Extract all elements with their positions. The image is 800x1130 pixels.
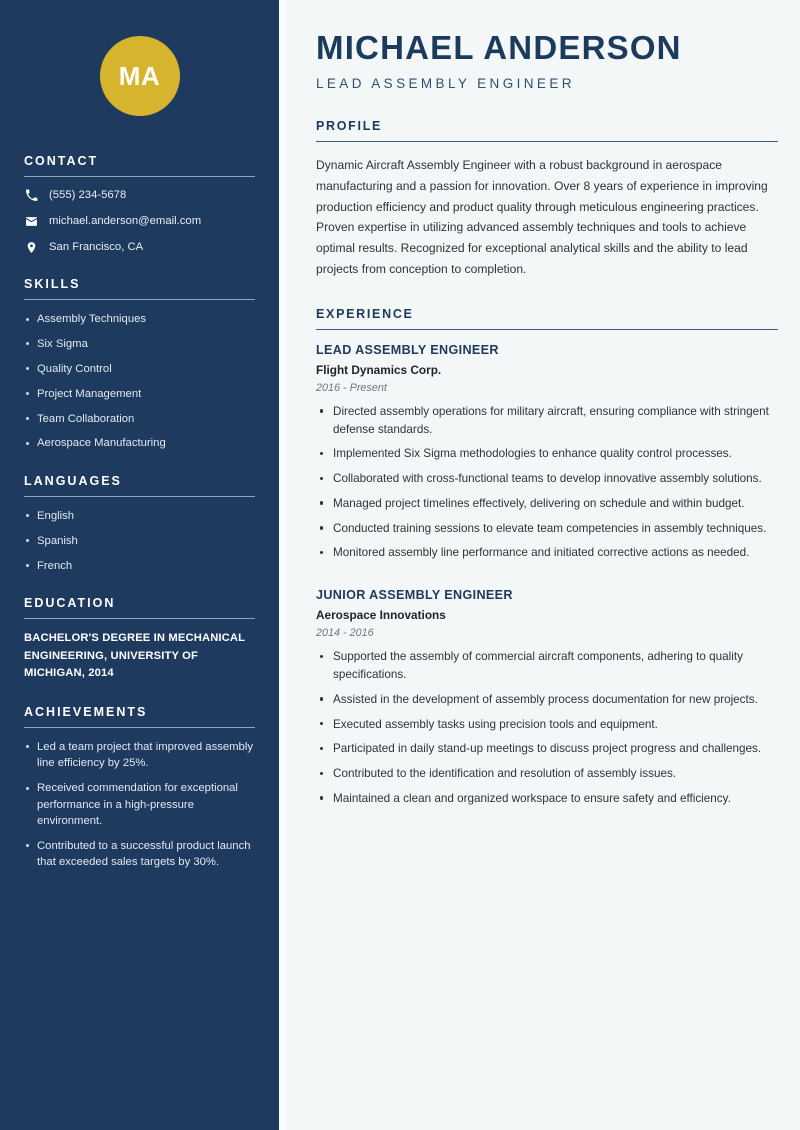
main-content [286,0,800,1130]
languages-heading: LANGUAGES [24,473,122,488]
list-item: Implemented Six Sigma methodologies to enhance quality control processes. [316,445,778,463]
languages-divider [24,496,255,497]
list-item: Aerospace Manufacturing [24,435,255,451]
experience-company: Flight Dynamics Corp. [316,362,442,377]
list-item: Contributed to a successful product launch that exceeded sales targets by 30%. [24,838,255,871]
list-item: Project Management [24,386,255,402]
achievements-heading: ACHIEVEMENTS [24,704,148,719]
list-item: Six Sigma [24,336,255,352]
experience-divider [316,329,778,330]
contact-heading: CONTACT [24,154,99,168]
experience-job-title: JUNIOR ASSEMBLY ENGINEER [316,588,513,603]
list-item: Executed assembly tasks using precision tools and equipment. [316,716,778,734]
sidebar-section-languages [24,474,255,574]
experience-bullets [316,648,778,807]
sidebar-section-contact [24,154,255,255]
list-item: Conducted training sessions to elevate team competencies in assembly techniques. [316,520,778,538]
list-item: Monitored assembly line performance and initiated corrective actions as needed. [316,544,778,562]
list-item: Contributed to the identification and resolution of assembly issues. [316,765,778,783]
list-item: Managed project timelines effectively, delivering on schedule and within budget. [316,495,778,513]
list-item: Led a team project that improved assembly line efficiency by 25%. [24,739,255,772]
profile-heading: PROFILE [316,118,383,133]
sidebar [0,0,279,1130]
page-title: MICHAEL ANDERSON [316,29,682,66]
skills-list [24,311,255,452]
section-experience [316,307,778,808]
avatar-container [24,0,255,154]
section-profile [316,119,778,280]
list-item: English [24,508,255,524]
experience-job-title: LEAD ASSEMBLY ENGINEER [316,342,499,357]
list-item: Directed assembly operations for military aircraft, ensuring compliance with stringent defense standards. [316,403,778,439]
list-item: Maintained a clean and organized workspace to ensure safety and efficiency. [316,790,778,808]
experience-dates: 2014 - 2016 [316,627,374,640]
experience-dates: 2016 - Present [316,381,387,394]
list-item: Collaborated with cross-functional teams to develop innovative assembly solutions. [316,470,778,488]
list-item: Supported the assembly of commercial aircraft components, adhering to quality specifications. [316,648,778,684]
list-item: Quality Control [24,361,255,377]
sidebar-section-achievements [24,705,255,871]
contact-location-value: San Francisco, CA [49,241,144,254]
list-item: Spanish [24,533,255,549]
contact-email-value: michael.anderson@email.com [49,215,202,228]
education-entry: BACHELOR'S DEGREE IN MECHANICAL ENGINEERING, UNIVERSITY OF MICHIGAN, 2014 [24,631,245,680]
contact-phone-value: (555) 234-5678 [49,189,127,202]
profile-text: Dynamic Aircraft Assembly Engineer with a robust background in aerospace manufacturing and a passion for innovation. Over 8 years of experience in improving production efficiency and product quality through meticulous engineering practices. Proven expertise in utilizing advanced assembly techniques and tools to achieve optimal results. Recognized for exceptional analytical skills and the ability to lead projects from conception to completion. [316,157,768,276]
languages-list [24,508,255,574]
sidebar-section-education [24,596,255,683]
experience-heading: EXPERIENCE [316,306,414,321]
experience-entry [316,588,778,807]
achievements-divider [24,727,255,728]
avatar: MA [100,36,180,116]
envelope-icon [24,214,39,229]
contact-item-location[interactable] [24,240,255,255]
experience-company: Aerospace Innovations [316,608,446,623]
contact-item-phone[interactable] [24,188,255,203]
list-item: Team Collaboration [24,411,255,427]
location-pin-icon [24,240,39,255]
phone-icon [24,188,39,203]
education-heading: EDUCATION [24,595,116,610]
experience-entry [316,343,778,562]
sidebar-section-skills [24,277,255,452]
profile-divider [316,141,778,142]
education-divider [24,618,255,619]
column-gap [279,0,286,1130]
experience-bullets [316,403,778,562]
job-subtitle: LEAD ASSEMBLY ENGINEER [316,75,575,91]
contact-item-email[interactable] [24,214,255,229]
list-item: Assembly Techniques [24,311,255,327]
list-item: Assisted in the development of assembly process documentation for new projects. [316,691,778,709]
list-item: French [24,558,255,574]
skills-divider [24,299,255,300]
experience-spacer [316,579,778,588]
achievements-list [24,739,255,871]
skills-heading: SKILLS [24,277,81,291]
contact-divider [24,176,255,177]
list-item: Participated in daily stand-up meetings to discuss project progress and challenges. [316,740,778,758]
list-item: Received commendation for exceptional performance in a high-pressure environment. [24,780,255,829]
